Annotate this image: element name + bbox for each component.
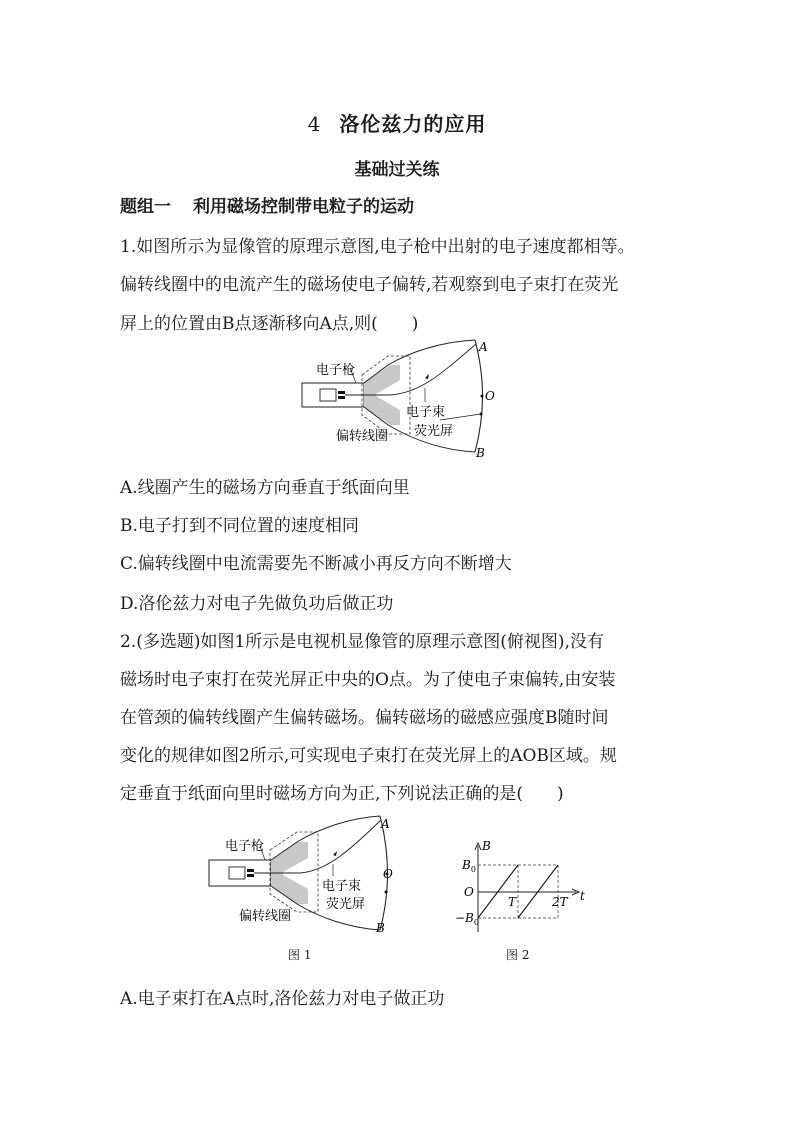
section-subtitle: 基础过关练 [354, 160, 440, 180]
q1-stem-line-2: 偏转线圈中的电流产生的磁场使电子偏转,若观察到电子束打在荧光 [120, 275, 619, 295]
q2-stem-line-3: 在管颈的偏转线圈产生偏转磁场。偏转磁场的磁感应强度B随时间 [120, 708, 609, 728]
figure-2-caption: 图 2 [506, 948, 530, 962]
fig1-label-a: A [381, 817, 390, 831]
label-b: B [476, 446, 485, 460]
fig1-label-gun: 电子枪 [225, 839, 265, 854]
label-o: O [485, 389, 495, 403]
page-title [0, 108, 794, 137]
fig2-xtick-t: T [508, 895, 517, 909]
q2-bt-graph [448, 838, 598, 938]
label-coil: 偏转线圈 [336, 429, 389, 444]
fig2-ytick-bottom: $-B_0$ [455, 911, 479, 927]
q1-stem-line-3: 屏上的位置由B点逐渐移向A点,则( ) [120, 314, 419, 334]
group-label: 题组一 [120, 197, 171, 217]
fig1-label-screen: 荧光屏 [326, 897, 366, 912]
q2-stem-line-5: 定垂直于纸面向里时磁场方向为正,下列说法正确的是( ) [120, 784, 564, 804]
group-topic: 利用磁场控制带电粒子的运动 [193, 197, 414, 217]
q2-stem-line-1: 2.(多选题)如图1所示是电视机显像管的原理示意图(俯视图),没有 [120, 632, 604, 652]
q2-stem-line-2: 磁场时电子束打在荧光屏正中央的O点。为了使电子束偏转,由安装 [120, 670, 616, 690]
q1-option-b: B.电子打到不同位置的速度相同 [120, 516, 359, 536]
q1-stem-line-1: 1.如图所示为显像管的原理示意图,电子枪中出射的电子速度都相等。 [120, 237, 635, 257]
label-a: A [479, 340, 488, 354]
q1-option-a: A.线圈产生的磁场方向垂直于纸面向里 [120, 478, 410, 498]
label-beam: 电子束 [406, 405, 446, 420]
q1-option-d: D.洛伦兹力对电子先做负功后做正功 [120, 594, 394, 614]
figure-1-caption: 图 1 [288, 948, 312, 962]
fig2-ytick-top: $B_0$ [462, 858, 476, 874]
label-screen: 荧光屏 [414, 424, 454, 439]
q1-crt-diagram [290, 330, 520, 460]
fig1-label-o: O [383, 867, 393, 881]
problem-group-heading [120, 192, 414, 217]
q2-stem-line-4: 变化的规律如图2所示,可实现电子束打在荧光屏上的AOB区域。规 [120, 746, 617, 766]
fig1-label-coil: 偏转线圈 [239, 909, 292, 924]
section-number: 4 [307, 112, 322, 136]
q1-option-c: C.偏转线圈中电流需要先不断减小再反方向不断增大 [120, 554, 512, 574]
fig2-yaxis-label: B [482, 839, 491, 853]
section-title: 洛伦兹力的应用 [339, 112, 487, 136]
fig2-xaxis-label: t [580, 889, 585, 903]
label-gun: 电子枪 [316, 363, 356, 378]
fig1-label-beam: 电子束 [322, 879, 362, 894]
fig1-label-b: B [376, 921, 385, 935]
fig2-origin: O [464, 885, 474, 899]
q2-crt-diagram [205, 808, 415, 936]
fig2-xtick-2t: 2T [552, 895, 568, 909]
q2-option-a: A.电子束打在A点时,洛伦兹力对电子做正功 [120, 989, 445, 1009]
